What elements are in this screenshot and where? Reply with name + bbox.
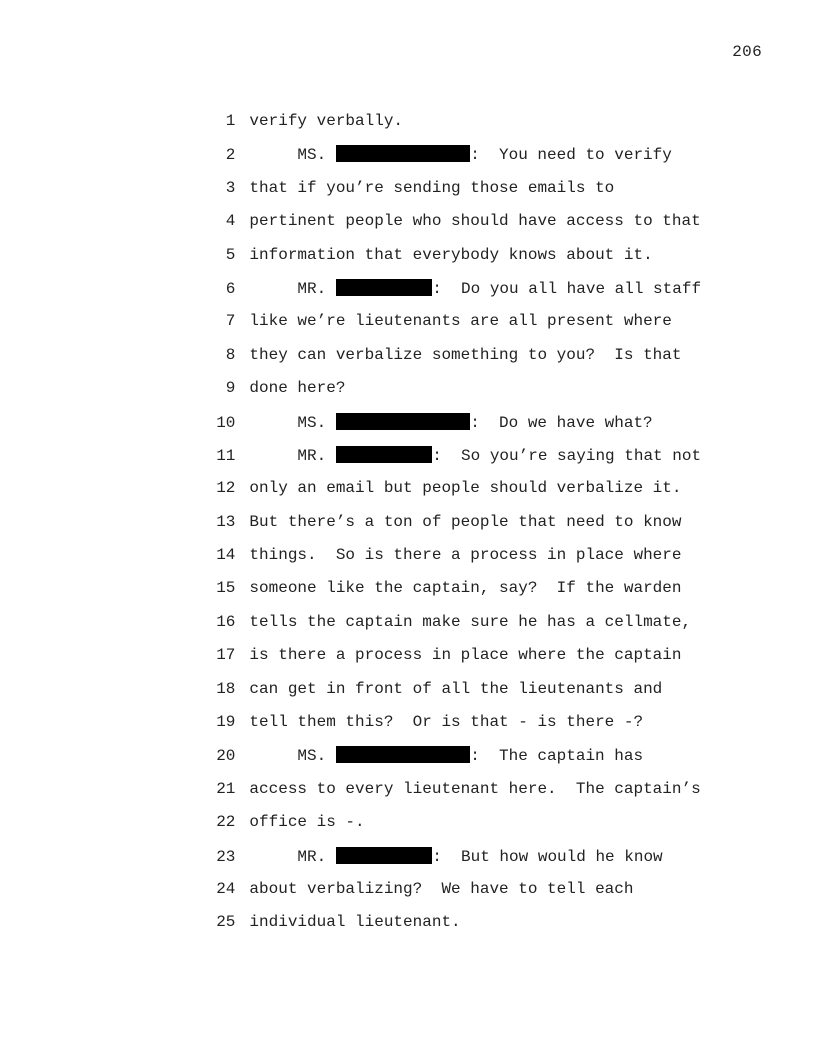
transcript-line: [170, 294, 690, 331]
line-number: 19: [216, 713, 236, 732]
transcript-line: [170, 728, 690, 766]
speaker-title: MS.: [297, 413, 327, 432]
line-number: 6: [225, 279, 236, 298]
line-number: 20: [216, 747, 236, 766]
speaker-title: MS.: [297, 747, 327, 766]
line-number: 16: [216, 612, 236, 631]
speaker-title: MR.: [297, 847, 327, 866]
line-number: 4: [225, 212, 236, 231]
line-text: someone like the captain, say? If the warden: [249, 579, 682, 598]
transcript-line: [170, 261, 702, 298]
transcript-line: [170, 561, 690, 598]
line-text: is there a process in place where the captain: [249, 646, 682, 665]
line-number: 8: [225, 345, 236, 364]
line-text: done here?: [249, 379, 346, 398]
speaker-title: MR.: [297, 279, 327, 298]
line-number: 15: [216, 579, 236, 598]
line-text: tells the captain make sure he has a cellmate,: [249, 612, 692, 631]
line-text: that if you’re sending those emails to: [249, 178, 615, 197]
line-text: like we’re lieutenants are all present where: [249, 312, 672, 331]
page-number: 206: [732, 43, 762, 61]
transcript-line: [170, 862, 690, 898]
line-number: 1: [225, 112, 236, 130]
transcript-line: [170, 328, 690, 364]
line-text: information that everybody knows about it.: [249, 245, 653, 264]
transcript-line: [170, 662, 690, 698]
line-text: about verbalizing? We have to tell each: [249, 879, 634, 898]
transcript-line: [170, 695, 690, 732]
line-text: : Do we have what?: [470, 413, 653, 432]
transcript-line: [170, 895, 690, 932]
line-number: 2: [225, 146, 236, 165]
line-text: : So you’re saying that not: [432, 446, 702, 465]
transcript-line: [170, 795, 690, 832]
line-text: only an email but people should verbalize it.: [249, 479, 682, 498]
line-text: can get in front of all the lieutenants and: [249, 679, 663, 698]
transcript-line: [170, 829, 690, 866]
transcript-line: [170, 395, 690, 432]
transcript-body: [170, 94, 702, 932]
line-text: But there’s a ton of people that need to know: [249, 512, 682, 531]
line-number: 7: [225, 312, 236, 331]
line-number: 9: [225, 379, 236, 398]
line-number: 12: [216, 479, 236, 498]
transcript-line: [170, 161, 690, 197]
line-text: they can verbalize something to you? Is that: [249, 345, 682, 364]
line-number: 17: [216, 646, 236, 665]
transcript-line: [170, 228, 690, 264]
line-number: 25: [216, 913, 236, 932]
line-number: 14: [216, 546, 236, 565]
transcript-line: [170, 194, 701, 231]
transcript-line: [170, 127, 690, 165]
line-number: 22: [216, 813, 236, 832]
line-number: 23: [216, 847, 236, 866]
speaker-title: MS.: [297, 146, 327, 165]
transcript-line: [170, 495, 690, 531]
line-text: : You need to verify: [470, 146, 672, 165]
line-number: 18: [216, 679, 236, 698]
line-text: individual lieutenant.: [249, 913, 461, 932]
line-number: 3: [225, 178, 236, 197]
transcript-line: [170, 428, 702, 465]
transcript-line: [170, 528, 690, 565]
transcript-line: [170, 461, 690, 498]
line-text: : Do you all have all staff: [432, 279, 702, 298]
line-number: 10: [216, 413, 236, 432]
line-text: verify verbally.: [249, 112, 404, 130]
transcript-line: [170, 94, 690, 130]
line-text: : But how would he know: [432, 847, 663, 866]
line-number: 5: [225, 245, 236, 264]
line-text: things. So is there a process in place where: [249, 546, 682, 565]
line-text: access to every lieutenant here. The captain’s: [249, 779, 701, 798]
line-text: tell them this? Or is that - is there -?: [249, 713, 644, 732]
transcript-line: [170, 595, 692, 631]
line-text: office is -.: [249, 813, 365, 832]
transcript-line: [170, 628, 690, 665]
transcript-line: [170, 361, 690, 398]
line-text: pertinent people who should have access to that: [249, 212, 701, 231]
line-number: 13: [216, 512, 236, 531]
line-number: 24: [216, 879, 236, 898]
line-text: : The captain has: [470, 747, 644, 766]
speaker-title: MR.: [297, 446, 327, 465]
line-number: 11: [216, 446, 236, 465]
line-number: 21: [216, 779, 236, 798]
transcript-line: [170, 762, 701, 798]
